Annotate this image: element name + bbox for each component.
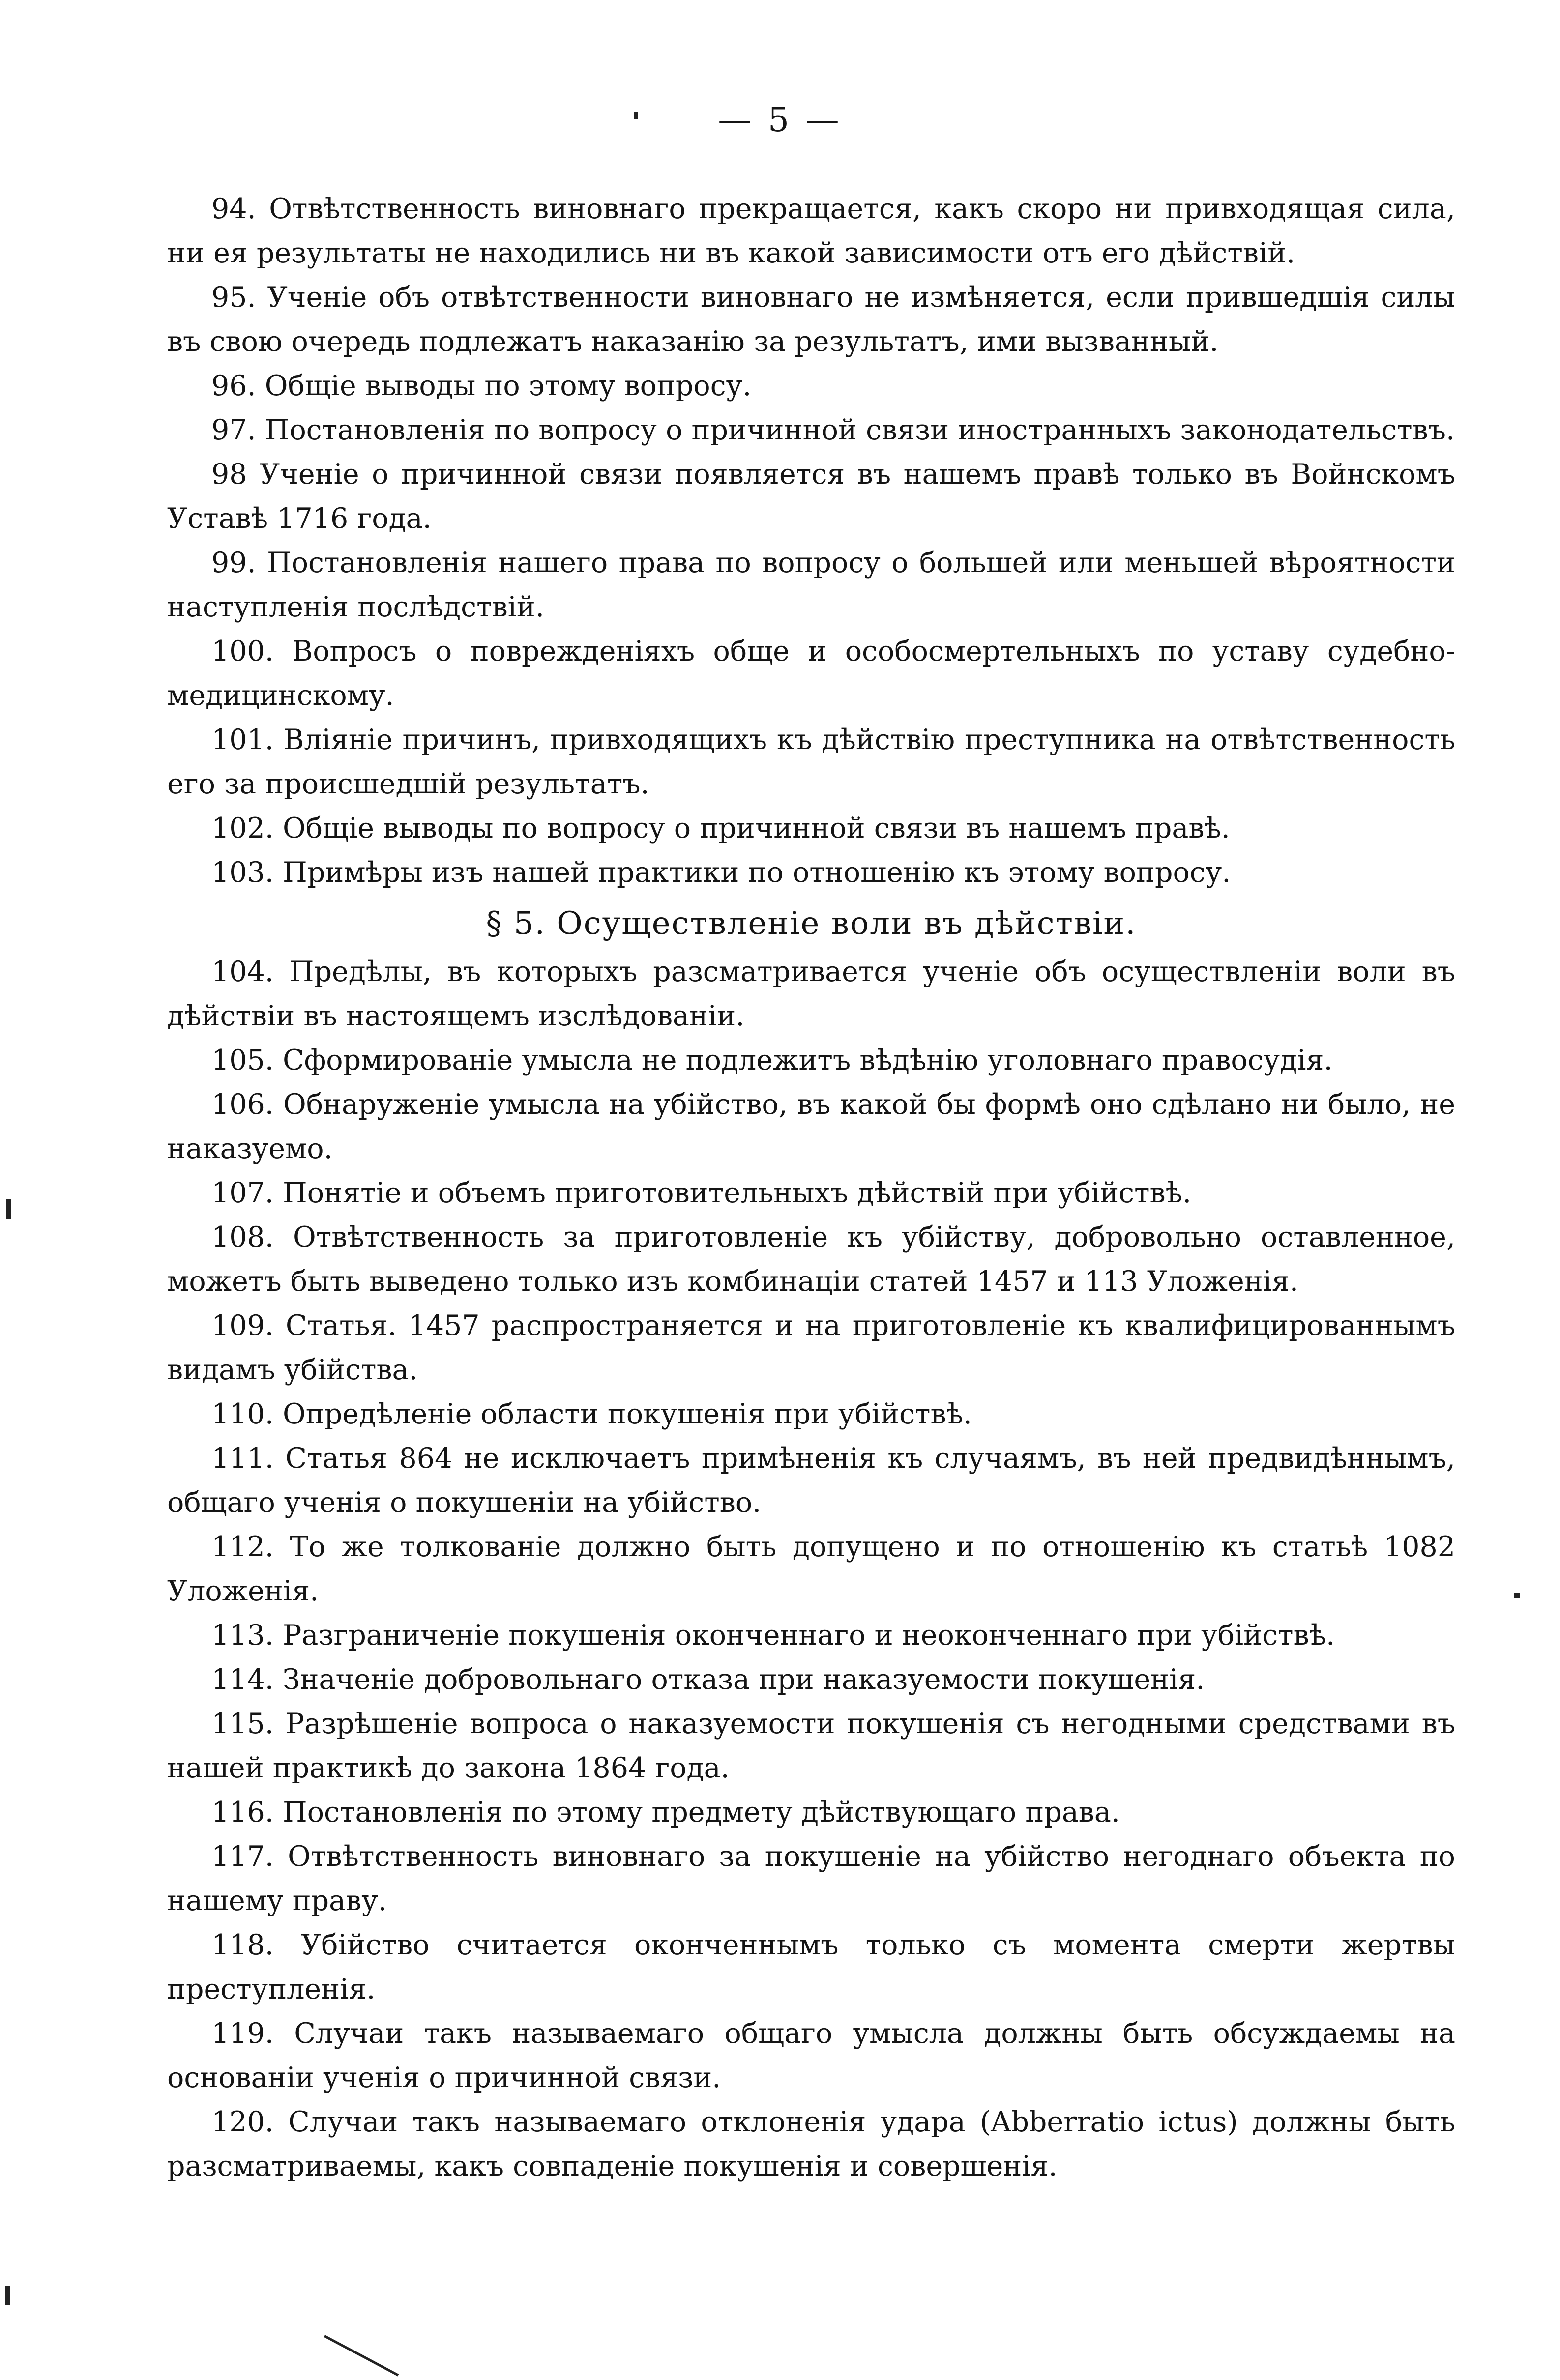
scan-speck xyxy=(1514,1593,1520,1598)
list-item: 94. Отвѣтственность виновнаго прекращается, какъ скоро ни привходящая сила, ни ея результаты не находились ни въ какой зависимости отъ его дѣйствій. xyxy=(167,193,1455,269)
list-item: 96. Общіе выводы по этому вопросу. xyxy=(211,370,752,402)
list-item: 104. Предѣлы, въ которыхъ разсматривается ученіе объ осуществленіи воли въ дѣйствіи въ настоящемъ изслѣдованіи. xyxy=(167,956,1455,1032)
list-item: 112. То же толкованіе должно быть допущено и по отношенію къ статьѣ 1082 Уложенія. xyxy=(167,1531,1455,1607)
list-item: 109. Статья. 1457 распространяется и на приготовленіе къ квалифицированнымъ видамъ убійства. xyxy=(167,1309,1455,1386)
list-item: 103. Примѣры изъ нашей практики по отношенію къ этому вопросу. xyxy=(211,856,1231,889)
list-item: 99. Постановленія нашего права по вопросу о большей или меньшей вѣроятности наступленія послѣдствій. xyxy=(167,547,1455,623)
list-item: 95. Ученіе объ отвѣтственности виновнаго не измѣняется, если прившедшія силы въ свою очередь подлежатъ наказанію за результатъ, ими вызванный. xyxy=(167,281,1455,358)
list-item: 119. Случаи такъ называемаго общаго умысла должны быть обсуждаемы на основаніи ученія о причинной связи. xyxy=(167,2017,1455,2094)
page-body xyxy=(167,187,1455,2188)
list-item: 107. Понятіе и объемъ приготовительныхъ дѣйствій при убійствѣ. xyxy=(211,1177,1192,1209)
scan-speck xyxy=(5,2286,10,2305)
scan-speck xyxy=(324,2335,399,2376)
list-item: 100. Вопросъ о поврежденіяхъ обще и особосмертельныхъ по уставу судебно-медицинскому. xyxy=(167,635,1455,712)
list-item: 106. Обнаруженіе умысла на убійство, въ какой бы формѣ оно сдѣлано ни было, не наказуемо. xyxy=(167,1088,1455,1165)
list-item: 102. Общіе выводы по вопросу о причинной связи въ нашемъ правѣ. xyxy=(211,812,1230,844)
list-item: 105. Сформированіе умысла не подлежитъ вѣдѣнію уголовнаго правосудія. xyxy=(211,1044,1333,1076)
list-item: 110. Опредѣленіе области покушенія при убійствѣ. xyxy=(211,1398,972,1430)
list-item: 116. Постановленія по этому предмету дѣйствующаго права. xyxy=(211,1796,1120,1829)
list-item: 98 Ученіе о причинной связи появляется въ нашемъ правѣ только въ Войнскомъ Уставѣ 1716 года. xyxy=(167,458,1455,535)
page-number: — 5 — xyxy=(718,101,842,140)
list-item: 101. Вліяніе причинъ, привходящихъ къ дѣйствію преступника на отвѣтственность его за происшедшій результатъ. xyxy=(167,724,1455,800)
scan-speck xyxy=(6,1199,11,1219)
list-item: 118. Убійство считается оконченнымъ только съ момента смерти жертвы преступленія. xyxy=(167,1929,1455,2005)
scan-speck xyxy=(634,112,638,119)
list-item: 114. Значеніе добровольнаго отказа при наказуемости покушенія. xyxy=(211,1663,1205,1696)
list-item: 115. Разрѣшеніе вопроса о наказуемости покушенія съ негодными средствами въ нашей практикѣ до закона 1864 года. xyxy=(167,1708,1455,1784)
section-heading: § 5. Осуществленіе воли въ дѣйствіи. xyxy=(486,905,1137,942)
list-item: 97. Постановленія по вопросу о причинной связи иностранныхъ законодательствъ. xyxy=(211,414,1455,446)
list-item: 117. Отвѣтственность виновнаго за покушеніе на убійство негоднаго объекта по нашему праву. xyxy=(167,1840,1455,1917)
list-item: 111. Статья 864 не исключаетъ примѣненія къ случаямъ, въ ней предвидѣннымъ, общаго ученія о покушеніи на убійство. xyxy=(167,1442,1455,1519)
list-item: 108. Отвѣтственность за приготовленіе къ убійству, добровольно оставленное, можетъ быть выведено только изъ комбинаціи статей 1457 и 113 Уложенія. xyxy=(167,1221,1455,1298)
list-item: 120. Случаи такъ называемаго отклоненія удара (Abberratio ictus) должны быть разсматриваемы, какъ совпаденіе покушенія и совершенія. xyxy=(167,2106,1455,2182)
list-item: 113. Разграниченіе покушенія оконченнаго и неоконченнаго при убійствѣ. xyxy=(211,1619,1335,1652)
